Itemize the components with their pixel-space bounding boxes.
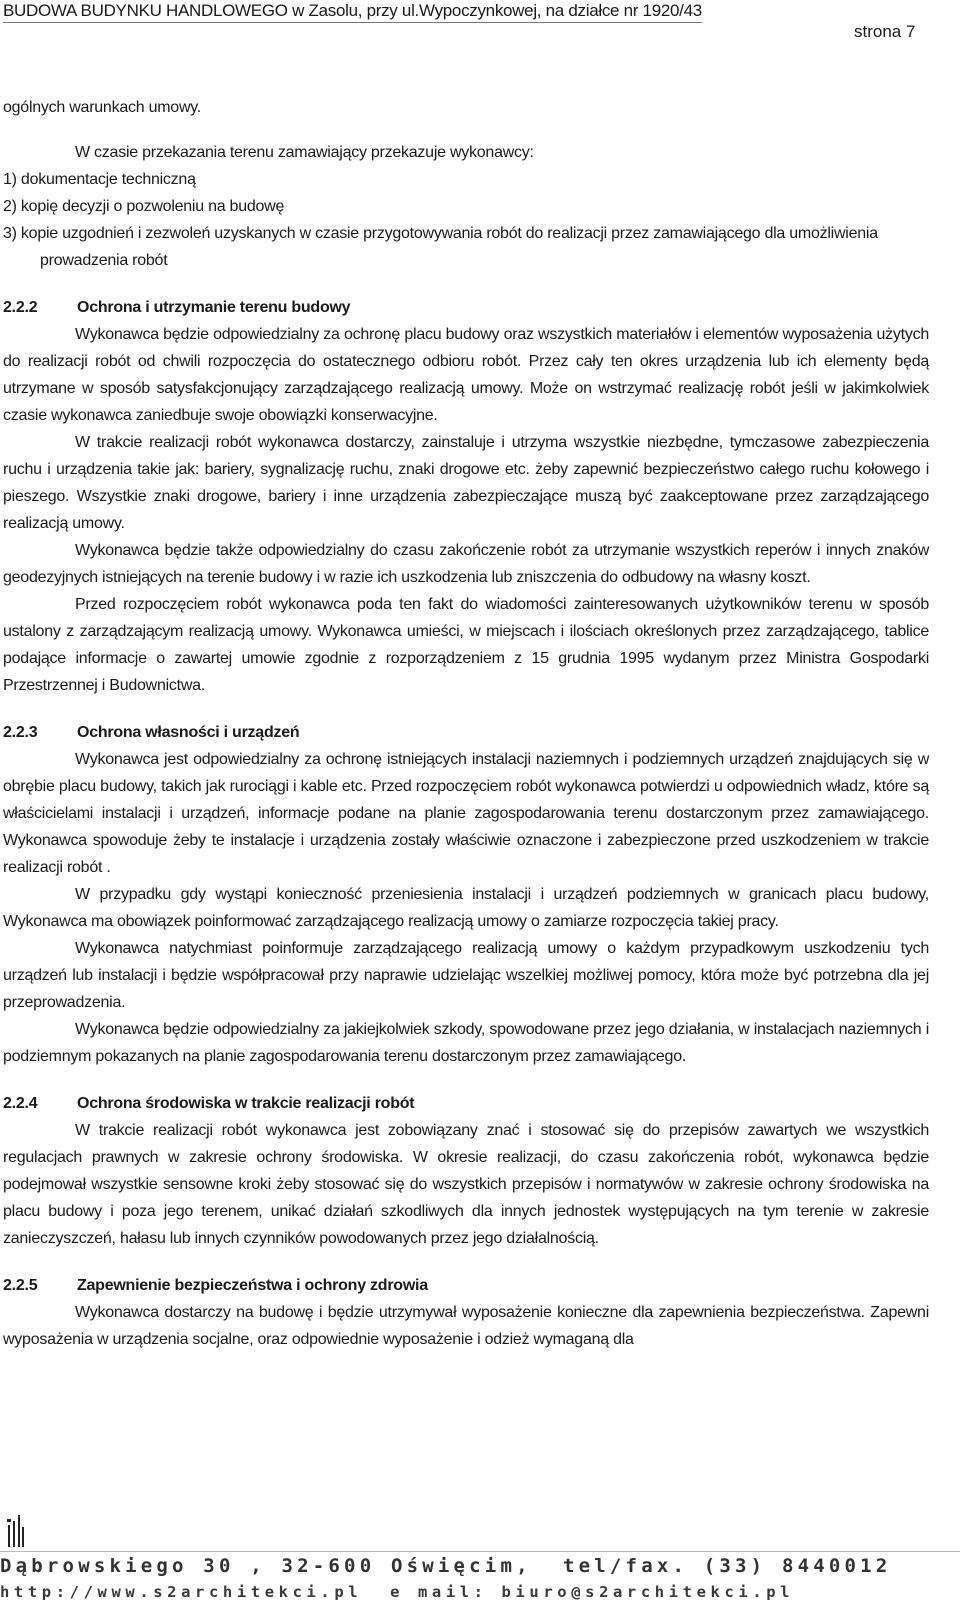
paragraph: W trakcie realizacji robót wykonawca dostarczy, zainstaluje i utrzyma wszystkie niezbędne, tymczasowe zabezpieczenia ruchu i urządzenia takie jak: bariery, sygnalizację ruchu, znaki drogowe etc. żeby zapewnić bezpieczeństwo całego ruchu kołowego i pieszego. Wszystkie znaki drogowe, bariery i inne urządzenia zabezpieczające muszą być zaakceptowane przez zarządzającego realizacją umowy. <box>3 434 929 532</box>
section-title: Ochrona i utrzymanie terenu budowy <box>77 299 351 316</box>
paragraph: Wykonawca będzie odpowiedzialny za ochronę placu budowy oraz wszystkich materiałów i elementów wyposażenia użytych do realizacji robót od chwili rozpoczęcia do ostatecznego odbioru robót. Przez cały ten okres urządzenia lub ich elementy będą utrzymane w sposób satysfakcjonujący zarządzającego realizacją umowy. Może on wstrzymać realizację robót jeśli w jakimkolwiek czasie wykonawca zaniedbuje swoje obowiązki konserwacyjne. <box>3 326 929 424</box>
section-2-2-4 <box>3 1090 929 1252</box>
firm-logo-icon <box>6 1513 26 1547</box>
section-heading <box>3 1272 929 1299</box>
paragraph: Wykonawca natychmiast poinformuje zarządzającego realizacją umowy o każdym przypadkowym uszkodzeniu tych urządzeń lub instalacji i będzie współpracował przy naprawie udzielając wszelkiej możliwej pomocy, która może być potrzebna dla jej przeprowadzenia. <box>3 940 929 1011</box>
section-title: Ochrona własności i urządzeń <box>77 724 300 741</box>
list-item: 1) dokumentacje techniczną <box>3 171 196 188</box>
document-body <box>3 94 929 1353</box>
section-number: 2.2.2 <box>3 299 38 316</box>
list-item: 3) kopie uzgodnień i zezwoleń uzyskanych w czasie przygotowywania robót do realizacji przez zamawiającego dla umożliwienia prowadzenia robót <box>3 225 878 269</box>
section-number: 2.2.4 <box>3 1095 38 1112</box>
paragraph: W trakcie realizacji robót wykonawca jest zobowiązany znać i stosować się do przepisów zawartych we wszystkich regulacjach prawnych w zakresie ochrony środowiska. W okresie realizacji, do czasu zakończenia robót, wykonawca będzie podejmował wszystkie sensowne kroki żeby stosować się do wszystkich przepisów i normatywów w zakresie ochrony środowiska na placu budowy i poza jego terenem, unikać działań szkodliwych dla innych jednostek występujących na tym terenie w zakresie zanieczyszczeń, hałasu lub innych czynników powodowanych przez jego działalnością. <box>3 1122 929 1247</box>
page-footer <box>0 1505 960 1600</box>
paragraph: W przypadku gdy wystąpi konieczność przeniesienia instalacji i urządzeń podziemnych w granicach placu budowy, Wykonawca ma obowiązek poinformować zarządzającego realizacją umowy o zamiarze rozpoczęcia takiej pracy. <box>3 886 929 930</box>
section-heading <box>3 719 929 746</box>
intro-paragraph: W czasie przekazania terenu zamawiający przekazuje wykonawcy: <box>75 144 534 161</box>
paragraph: Wykonawca jest odpowiedzialny za ochronę istniejących instalacji naziemnych i podziemnych urządzeń znajdujących się w obrębie placu budowy, takich jak rurociągi i kable etc. Przed rozpoczęciem robót wykonawca potwierdzi u odpowiednich władz, które są właścicielami instalacji i urządzeń, informacje podane na planie zagospodarowania terenu dostarczonym przez zamawiającego. Wykonawca spowoduje żeby te instalacje i urządzenia zostały właściwie oznaczone i zabezpieczone przed uszkodzeniem w trakcie realizacji robót . <box>3 751 929 876</box>
footer-divider <box>0 1551 960 1552</box>
section-2-2-3 <box>3 719 929 1070</box>
handover-list <box>3 166 929 274</box>
intro-continuation: ogólnych warunkach umowy. <box>3 99 201 116</box>
section-title: Ochrona środowiska w trakcie realizacji robót <box>77 1095 415 1112</box>
footer-contact: http://www.s2architekci.pl e mail: biuro@s2architekci.pl <box>0 1583 795 1601</box>
paragraph: Wykonawca będzie odpowiedzialny za jakiejkolwiek szkody, spowodowane przez jego działania, w instalacjach naziemnych i podziemnym pokazanych na planie zagospodarowania terenu dostarczonym przez zamawiającego. <box>3 1021 929 1065</box>
list-item: 2) kopię decyzji o pozwoleniu na budowę <box>3 198 285 215</box>
paragraph: Wykonawca dostarczy na budowę i będzie utrzymywał wyposażenie konieczne dla zapewnienia bezpieczeństwa. Zapewni wyposażenia w urządzenia socjalne, oraz odpowiednie wyposażenie i odzież wymaganą dla <box>3 1304 929 1348</box>
footer-address: Dąbrowskiego 30 , 32-600 Oświęcim, tel/fax. (33) 8440012 <box>0 1555 892 1577</box>
section-heading <box>3 294 929 321</box>
section-number: 2.2.3 <box>3 724 38 741</box>
paragraph: Przed rozpoczęciem robót wykonawca poda ten fakt do wiadomości zainteresowanych użytkowników terenu w sposób ustalony z zarządzającym realizacją umowy. Wykonawca umieści, w miejscach i ilościach określonych przez zarządzającego, tablice podające informacje o zawartej umowie zgodnie z rozporządzeniem z 15 grudnia 1995 wydanym przez Ministra Gospodarki Przestrzennej i Budownictwa. <box>3 596 929 694</box>
section-2-2-2 <box>3 294 929 699</box>
section-number: 2.2.5 <box>3 1277 38 1294</box>
section-heading <box>3 1090 929 1117</box>
page-number: strona 7 <box>854 22 916 41</box>
document-header-title: BUDOWA BUDYNKU HANDLOWEGO w Zasolu, przy ul.Wypoczynkowej, na działce nr 1920/43 <box>3 1 702 23</box>
paragraph: Wykonawca będzie także odpowiedzialny do czasu zakończenie robót za utrzymanie wszystkich reperów i innych znaków geodezyjnych istniejących na terenie budowy i w razie ich uszkodzenia lub zniszczenia do odbudowy na własny koszt. <box>3 542 929 586</box>
section-title: Zapewnienie bezpieczeństwa i ochrony zdrowia <box>77 1277 428 1294</box>
section-2-2-5 <box>3 1272 929 1353</box>
